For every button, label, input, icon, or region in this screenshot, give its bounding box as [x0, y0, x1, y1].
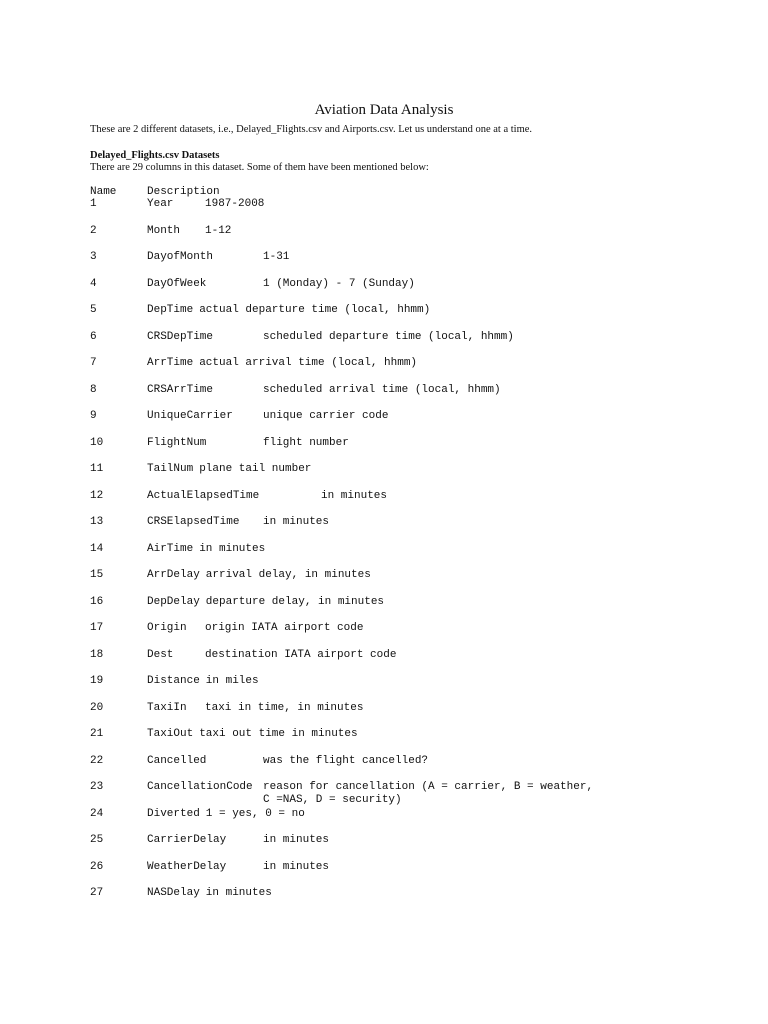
row-number: 18 [90, 648, 104, 661]
row-name: TaxiOut [147, 728, 194, 740]
table-row [90, 728, 730, 754]
row-description: unique carrier code [263, 410, 389, 422]
row-description: flight number [263, 436, 349, 449]
row-number: 21 [90, 728, 104, 740]
row-name: Distance [147, 675, 200, 687]
row-name: UniqueCarrier [147, 410, 233, 422]
table-row [90, 357, 730, 383]
row-number: 3 [90, 251, 97, 263]
row-name: DayOfWeek [147, 277, 207, 290]
row-number: 25 [90, 834, 104, 846]
row-name: Cancelled [147, 754, 207, 767]
section-intro: There are 29 columns in this dataset. Some of them have been mentioned below: [90, 162, 429, 173]
row-name: ArrDelay [147, 569, 200, 581]
row-description: departure delay, in minutes [205, 595, 385, 608]
row-description: in minutes [199, 542, 266, 555]
table-row [90, 622, 730, 648]
row-number: 11 [90, 463, 104, 475]
row-number: 5 [90, 304, 97, 316]
row-description: was the flight cancelled? [263, 754, 429, 767]
row-description: 1 (Monday) - 7 (Sunday) [263, 277, 415, 290]
row-description: actual departure time (local, hhmm) [199, 304, 431, 316]
table-row [90, 649, 730, 675]
row-description: in minutes [321, 489, 388, 502]
row-name: CRSDepTime [147, 330, 214, 343]
row-name: NASDelay [147, 887, 200, 899]
table-row [90, 251, 730, 277]
row-description: in minutes [263, 860, 330, 873]
page-title: Aviation Data Analysis [314, 102, 454, 118]
row-number: 4 [90, 277, 97, 290]
table-row [90, 808, 730, 834]
row-number: 8 [90, 383, 97, 396]
row-number: 10 [90, 436, 104, 449]
row-number: 15 [90, 569, 104, 581]
row-name: ArrTime [147, 357, 194, 369]
row-name: CRSElapsedTime [147, 516, 240, 528]
table-row [90, 702, 730, 728]
row-number: 6 [90, 330, 97, 343]
row-number: 1 [90, 198, 97, 210]
row-description: scheduled arrival time (local, hhmm) [263, 383, 501, 396]
row-name: ActualElapsedTime [147, 489, 260, 502]
row-name: DayofMonth [147, 251, 214, 263]
row-description: destination IATA airport code [205, 648, 397, 661]
row-name: DepDelay [147, 595, 200, 608]
table-row [90, 437, 730, 463]
row-number: 20 [90, 701, 104, 714]
row-number: 27 [90, 887, 104, 899]
row-description: reason for cancellation (A = carrier, B = weather, [263, 781, 594, 793]
table-row [90, 410, 730, 436]
table-row [90, 463, 730, 489]
row-number: 14 [90, 542, 104, 555]
table-row [90, 834, 730, 860]
row-number: 23 [90, 781, 104, 793]
row-number: 12 [90, 489, 104, 502]
row-description: 1 = yes, 0 = no [205, 807, 305, 820]
row-name: DepTime [147, 304, 194, 316]
table-row [90, 861, 730, 887]
table-row [90, 781, 730, 807]
row-name: FlightNum [147, 436, 207, 449]
row-description: 1987-2008 [205, 198, 265, 210]
table-row [90, 225, 730, 251]
row-number: 9 [90, 410, 97, 422]
row-number: 17 [90, 622, 104, 634]
row-name: CancellationCode [147, 781, 253, 793]
row-description: 1-12 [205, 224, 232, 237]
table-row [90, 569, 730, 595]
row-description-continued: C =NAS, D = security) [263, 794, 402, 806]
row-description: in minutes [205, 887, 272, 899]
row-name: AirTime [147, 542, 194, 555]
row-name: CarrierDelay [147, 834, 227, 846]
row-name: Diverted [147, 807, 200, 820]
row-description: plane tail number [199, 463, 312, 475]
table-row [90, 675, 730, 701]
table-row [90, 384, 730, 410]
row-description: actual arrival time (local, hhmm) [199, 357, 418, 369]
table-row [90, 331, 730, 357]
table-row [90, 304, 730, 330]
row-number: 2 [90, 224, 97, 237]
row-description: taxi out time in minutes [199, 728, 358, 740]
row-name: Year [147, 198, 174, 210]
row-description: in minutes [263, 834, 330, 846]
row-description: 1-31 [263, 251, 290, 263]
table-row [90, 490, 730, 516]
row-description: origin IATA airport code [205, 622, 364, 634]
table-row [90, 543, 730, 569]
row-number: 19 [90, 675, 104, 687]
row-description: arrival delay, in minutes [205, 569, 371, 581]
row-name: Origin [147, 622, 187, 634]
row-number: 22 [90, 754, 104, 767]
table-row [90, 516, 730, 542]
row-name: TailNum [147, 463, 194, 475]
row-number: 26 [90, 860, 104, 873]
row-name: Month [147, 224, 181, 237]
row-description: scheduled departure time (local, hhmm) [263, 330, 514, 343]
row-name: TaxiIn [147, 701, 187, 714]
header-description: Description [147, 186, 220, 198]
row-number: 24 [90, 807, 104, 820]
table-row [90, 278, 730, 304]
row-number: 13 [90, 516, 104, 528]
table-row [90, 887, 730, 913]
row-number: 16 [90, 595, 104, 608]
header-name: Name [90, 186, 117, 198]
row-name: CRSArrTime [147, 383, 214, 396]
row-name: WeatherDelay [147, 860, 227, 873]
table-row [90, 755, 730, 781]
row-number: 7 [90, 357, 97, 369]
row-description: in minutes [263, 516, 330, 528]
intro-text: These are 2 different datasets, i.e., Delayed_Flights.csv and Airports.csv. Let us understand one at a time. [90, 124, 533, 135]
row-name: Dest [147, 648, 174, 661]
table-row [90, 596, 730, 622]
row-description: taxi in time, in minutes [205, 701, 364, 714]
section-title: Delayed_Flights.csv Datasets [90, 150, 220, 161]
row-description: in miles [205, 675, 259, 687]
table-row [90, 198, 730, 224]
